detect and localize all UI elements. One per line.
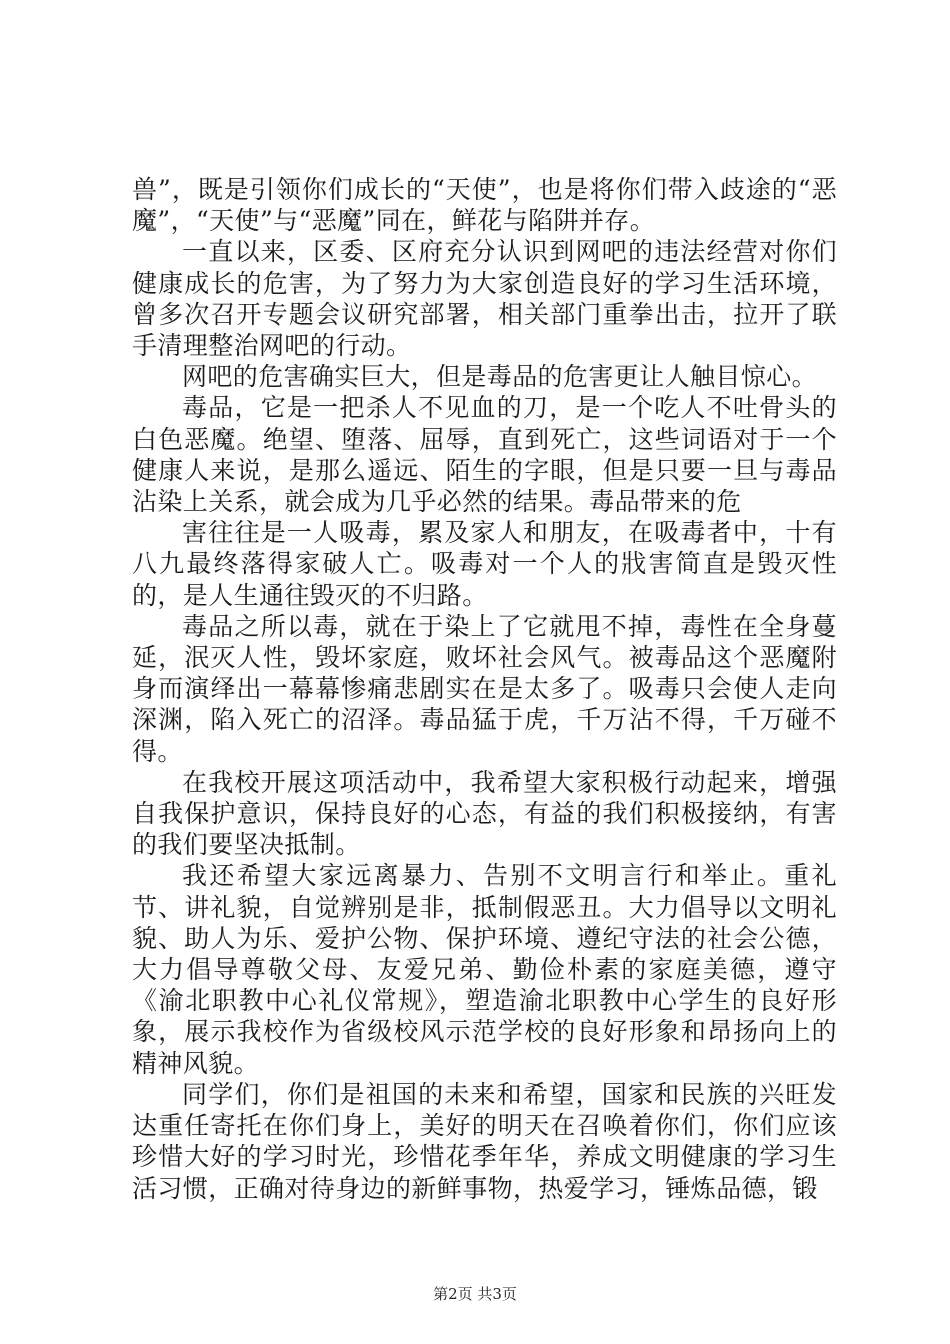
paragraph: 网吧的危害确实巨大，但是毒品的危害更让人触目惊心。 xyxy=(182,362,818,392)
paragraph: 一直以来，区委、区府充分认识到网吧的违法经营对你们健康成长的危害，为了努力为大家创造良好的学习生活环境，曾多次召开专题会议研究部署，相关部门重拳出击，拉开了联手清理整治网吧的行动。 xyxy=(132,237,837,361)
paragraph: 我还希望大家远离暴力、告别不文明言行和举止。重礼节、讲礼貌，自觉辨别是非，抵制假恶丑。大力倡导以文明礼貌、助人为乐、爱护公物、保护环境、遵纪守法的社会公德，大力倡导尊敬父母、友爱兄弟、勤俭朴素的家庭美德，遵守《渝北职教中心礼仪常规》，塑造渝北职教中心学生的良好形象，展示我校作为省级校风示范学校的良好形象和昂扬向上的精神风貌。 xyxy=(132,861,837,1078)
paragraph: 毒品，它是一把杀人不见血的刀，是一个吃人不吐骨头的白色恶魔。绝望、堕落、屈辱，直到死亡，这些词语对于一个健康人来说，是那么遥远、陌生的字眼，但是只要一旦与毒品沾染上关系，就会成为几乎必然的结果。毒品带来的危 xyxy=(132,393,837,517)
document-body xyxy=(132,174,837,1204)
paragraph: 在我校开展这项活动中，我希望大家积极行动起来，增强自我保护意识，保持良好的心态，有益的我们积极接纳，有害的我们要坚决抵制。 xyxy=(132,767,837,860)
paragraph: 毒品之所以毒，就在于染上了它就甩不掉，毒性在全身蔓延，泯灭人性，毁坏家庭，败坏社会风气。被毒品这个恶魔附身而演绎出一幕幕惨痛悲剧实在是太多了。吸毒只会使人走向深渊，陷入死亡的沼泽。毒品猛于虎，千万沾不得，千万碰不得。 xyxy=(132,611,837,766)
page-footer: 第2页 共3页 xyxy=(433,1285,517,1303)
paragraph-continuation: 兽”，既是引领你们成长的“天使”，也是将你们带入歧途的“恶魔”，“天使”与“恶魔”同在，鲜花与陷阱并存。 xyxy=(132,175,837,236)
paragraph: 同学们，你们是祖国的未来和希望，国家和民族的兴旺发达重任寄托在你们身上，美好的明天在召唤着你们，你们应该珍惜大好的学习时光，珍惜花季年华，养成文明健康的学习生活习惯，正确对待身边的新鲜事物，热爱学习，锤炼品德，锻 xyxy=(132,1079,837,1203)
paragraph: 害往往是一人吸毒，累及家人和朋友，在吸毒者中，十有八九最终落得家破人亡。吸毒对一个人的戕害简直是毁灭性的，是人生通往毁灭的不归路。 xyxy=(132,518,837,610)
